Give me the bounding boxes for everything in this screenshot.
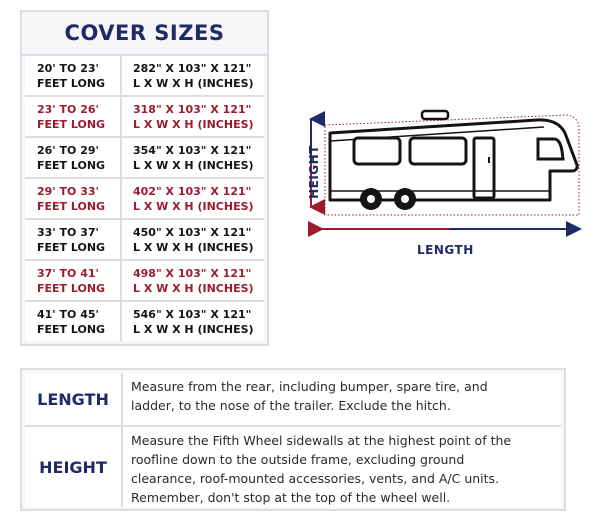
size-dimensions: 450" X 103" X 121" L X W X H (INCHES) xyxy=(133,225,254,254)
length-label: LENGTH xyxy=(417,243,474,257)
size-dimensions: 354" X 103" X 121" L X W X H (INCHES) xyxy=(133,143,254,172)
size-dimensions: 318" X 103" X 121" L X W X H (INCHES) xyxy=(133,102,254,131)
cover-sizes-table xyxy=(20,10,269,346)
measurement-instructions xyxy=(20,368,566,511)
length-instruction-label: LENGTH xyxy=(25,373,123,425)
size-length-range: 29' TO 33' FEET LONG xyxy=(25,179,122,218)
door xyxy=(474,138,494,198)
length-instruction-text: Measure from the rear, including bumper, spare tire, and ladder, to the nose of the trailer. Exclude the hitch. xyxy=(131,379,488,413)
size-row xyxy=(25,97,264,138)
size-length-range: 41' TO 45' FEET LONG xyxy=(25,302,122,341)
fifth-wheel-trailer-illustration xyxy=(282,105,587,265)
cover-sizes-title: COVER SIZES xyxy=(22,12,267,56)
size-length-range: 26' TO 29' FEET LONG xyxy=(25,138,122,177)
size-row xyxy=(25,179,264,220)
size-length-range: 33' TO 37' FEET LONG xyxy=(25,220,122,259)
window-2 xyxy=(410,138,466,164)
size-row xyxy=(25,220,264,261)
size-length-range: 23' TO 26' FEET LONG xyxy=(25,97,122,136)
size-dimensions: 402" X 103" X 121" L X W X H (INCHES) xyxy=(133,184,254,213)
window-1 xyxy=(354,138,400,164)
length-instruction-row xyxy=(25,373,561,427)
front-window xyxy=(538,139,563,159)
ac-unit xyxy=(422,111,448,119)
trailer-diagram xyxy=(282,105,587,265)
height-instruction-text: Measure the Fifth Wheel sidewalls at the highest point of the roofline down to the outside frame, excluding ground clearance, roof-mounted accessories, vents, and A/C units. Remember, don't stop at the top of the wheel well. xyxy=(131,433,512,505)
size-length-range: 37' TO 41' FEET LONG xyxy=(25,261,122,300)
height-instruction-label: HEIGHT xyxy=(25,427,123,507)
size-dimensions: 282" X 103" X 121" L X W X H (INCHES) xyxy=(133,61,254,90)
size-row xyxy=(25,138,264,179)
size-row xyxy=(25,302,264,341)
size-dimensions: 498" X 103" X 121" L X W X H (INCHES) xyxy=(133,266,254,295)
size-row xyxy=(25,56,264,97)
size-length-range: 20' TO 23' FEET LONG xyxy=(25,56,122,95)
size-dimensions: 546" X 103" X 121" L X W X H (INCHES) xyxy=(133,307,254,336)
height-instruction-row xyxy=(25,427,561,507)
height-label: HEIGHT xyxy=(307,145,321,199)
size-row xyxy=(25,261,264,302)
